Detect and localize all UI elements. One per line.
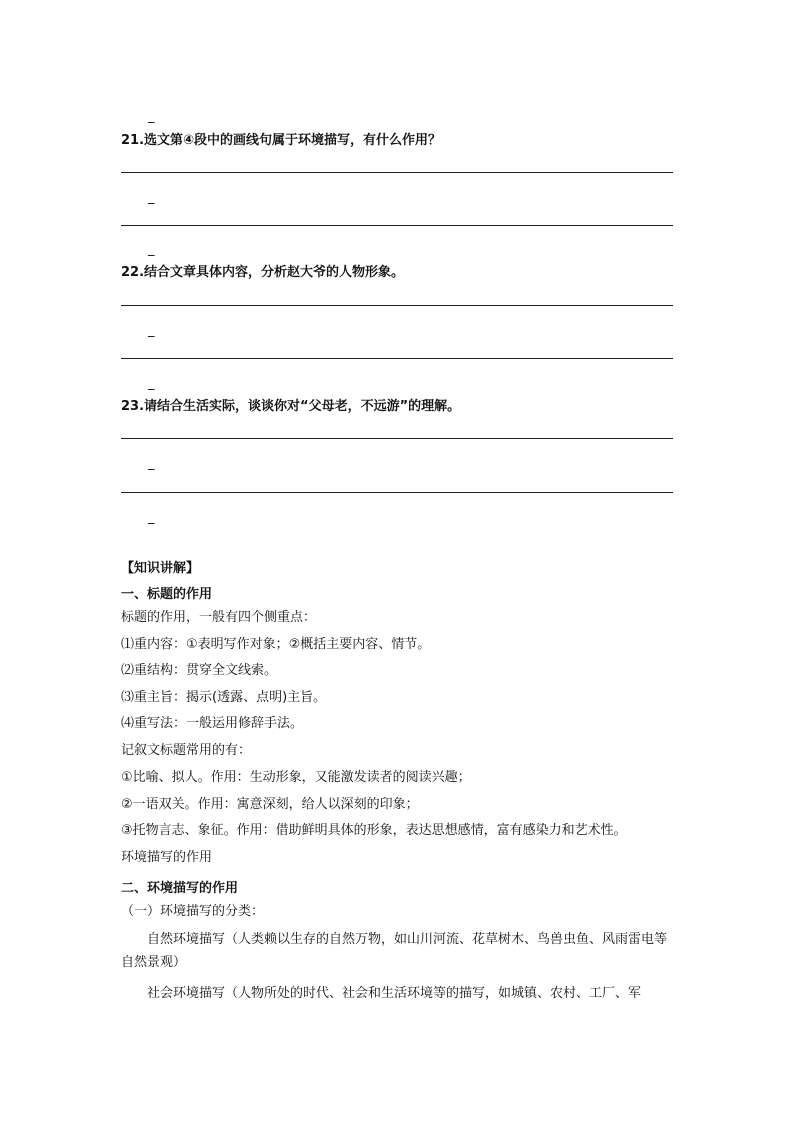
text-line: ①比喻、拟人。作用：生动形象，又能激发读者的阅读兴趣； [121,770,471,785]
text-line: 环境描写的作用 [121,850,213,865]
question-23: 23.请结合生活实际，谈谈你对“父母老，不远游”的理解。 [121,399,461,414]
paragraph-natural-environment: 自然环境描写（人类赖以生存的自然万物，如山川河流、花草树木、鸟兽虫鱼、风雨雷电等自然景观） [121,932,668,970]
text-line: ⑷重写法：一般运用修辞手法。 [121,716,304,731]
text-line: ⑶重主旨：揭示(透露、点明)主旨。 [121,690,327,705]
text-line: ⑴重内容：①表明写作对象；②概括主要内容、情节。 [121,637,431,652]
answer-line[interactable] [121,305,673,306]
answer-line[interactable] [121,172,673,173]
answer-mark: _ [148,109,155,124]
answer-mark: _ [148,456,155,471]
answer-line[interactable] [121,358,673,359]
question-21: 21.选文第④段中的画线句属于环境描写，有什么作用？ [121,133,442,148]
text-line: ⑵重结构：贯穿全文线索。 [121,663,278,678]
question-22: 22.结合文章具体内容，分析赵大爷的人物形象。 [121,265,405,280]
section-title: 二、环境描写的作用 [121,881,239,896]
text-line: 标题的作用，一般有四个侧重点： [121,610,317,625]
answer-mark: _ [148,323,155,338]
subsection-title: （一）环境描写的分类： [121,904,265,919]
knowledge-heading: 【知识讲解】 [121,561,200,576]
answer-line[interactable] [121,225,673,226]
text-line: 记叙文标题常用的有： [121,743,252,758]
answer-line[interactable] [121,438,673,439]
text-line: ②一语双关。作用：寓意深刻，给人以深刻的印象； [121,797,419,812]
answer-mark: _ [148,510,155,525]
answer-mark: _ [148,190,155,205]
answer-mark: _ [148,376,155,391]
answer-line[interactable] [121,492,673,493]
text-line: ③托物言志、象征。作用：借助鲜明具体的形象，表达思想感情，富有感染力和艺术性。 [121,823,627,838]
answer-mark: _ [148,242,155,257]
section-title: 一、标题的作用 [121,587,213,602]
paragraph-social-environment: 社会环境描写（人物所处的时代、社会和生活环境等的描写，如城镇、农村、工厂、军 [147,986,642,1001]
